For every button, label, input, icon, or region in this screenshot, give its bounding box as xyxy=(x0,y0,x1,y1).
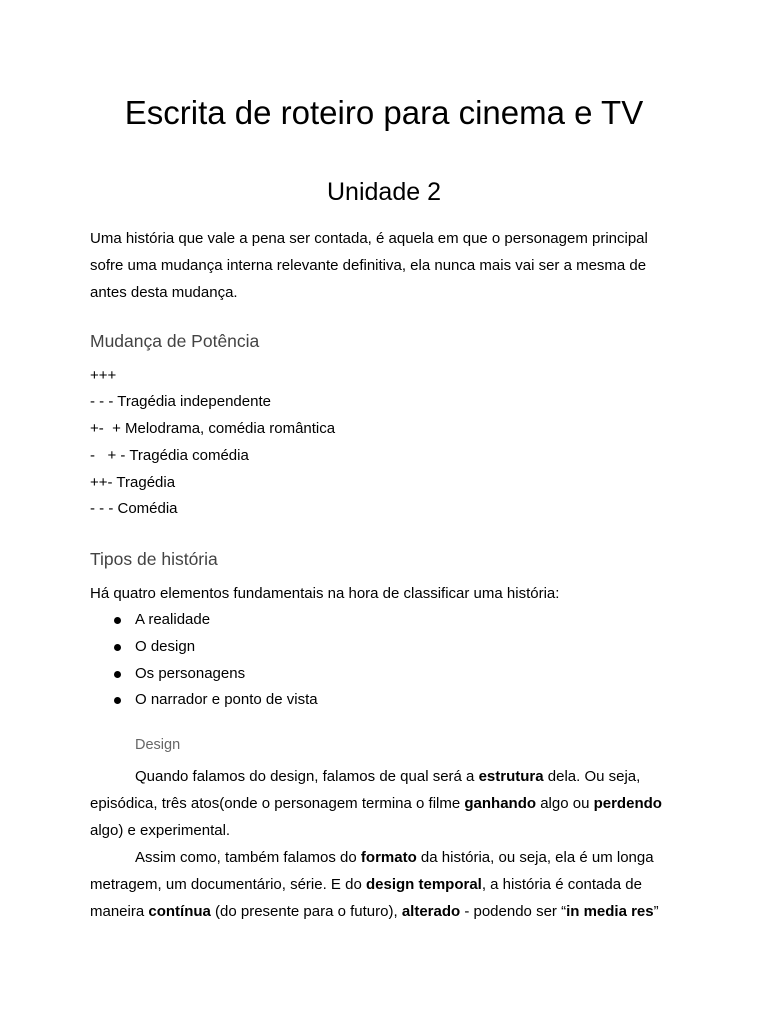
list-item xyxy=(90,634,318,661)
heading-tipos-historia: Tipos de história xyxy=(90,549,218,569)
emphasis-text: contínua xyxy=(148,903,211,920)
design-paragraph-2: Assim como, também falamos do formato da história, ou seja, ela é um longa metragem, um documentário, série. E do design temporal, a história é contada de maneira contínua (do presente para o futuro), alterado - podendo ser “in media res” xyxy=(90,849,659,920)
potencia-line: +++ xyxy=(90,367,117,384)
emphasis-text: formato xyxy=(360,849,417,866)
intro-line: antes desta mudança. xyxy=(90,284,238,301)
emphasis-text: estrutura xyxy=(478,768,544,785)
tipos-intro: Há quatro elementos fundamentais na hora de classificar uma história: xyxy=(90,585,560,602)
bullet-icon xyxy=(114,697,121,704)
list-item-label: O design xyxy=(135,637,196,655)
intro-line: sofre uma mudança interna relevante definitiva, ela nunca mais vai ser a mesma de xyxy=(90,257,647,274)
elements-list xyxy=(90,607,318,714)
bullet-icon xyxy=(114,644,121,651)
emphasis-text: design temporal xyxy=(365,876,482,893)
document-subtitle: Unidade 2 xyxy=(327,178,441,206)
heading-mudanca-potencia: Mudança de Potência xyxy=(90,331,260,351)
emphasis-text: perdendo xyxy=(593,795,662,812)
potencia-line: - + - Tragédia comédia xyxy=(90,447,249,464)
list-item xyxy=(90,687,318,714)
potencia-line: - - - Comédia xyxy=(90,500,178,517)
list-item-label: O narrador e ponto de vista xyxy=(135,691,318,709)
emphasis-text: ganhando xyxy=(464,795,537,812)
potencia-line: ++- Tragédia xyxy=(90,474,176,491)
intro-paragraph xyxy=(90,225,690,306)
emphasis-text: alterado xyxy=(401,903,461,920)
potencia-line: - - - Tragédia independente xyxy=(90,393,271,410)
list-item xyxy=(90,607,318,634)
intro-line: Uma história que vale a pena ser contada, é aquela em que o personagem principal xyxy=(90,230,648,247)
list-item-label: A realidade xyxy=(135,611,211,628)
design-paragraph-1: Quando falamos do design, falamos de qual será a estrutura dela. Ou seja, episódica, três atos(onde o personagem termina o filme ganhando algo ou perdendo algo) e experimental. xyxy=(90,768,662,839)
heading-design: Design xyxy=(135,737,181,753)
list-item-label: Os personagens xyxy=(135,664,246,682)
document-title: Escrita de roteiro para cinema e TV xyxy=(124,94,644,131)
list-item xyxy=(90,661,318,688)
potencia-line: +- + Melodrama, comédia romântica xyxy=(90,420,336,437)
bullet-icon xyxy=(114,617,121,624)
emphasis-text: in media res xyxy=(566,903,654,920)
bullet-icon xyxy=(114,671,121,678)
